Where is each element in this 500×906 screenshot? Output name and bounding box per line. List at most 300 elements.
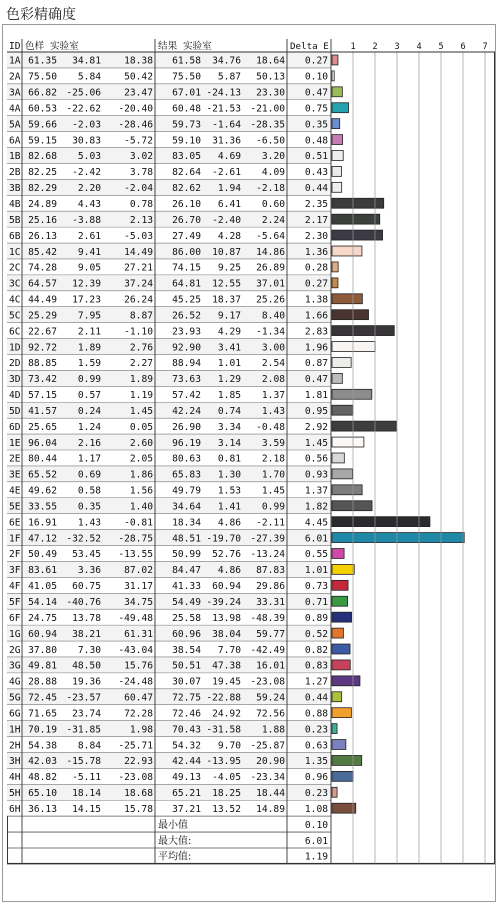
sample-value: 82.68 <box>28 151 57 163</box>
sample-value: 34.81 <box>72 55 101 67</box>
row-id: 5E <box>9 501 21 513</box>
result-value: 26.89 <box>256 262 285 274</box>
sample-value: 48.82 <box>28 772 57 784</box>
sample-value: 2.16 <box>77 437 101 449</box>
result-value: 3.34 <box>217 421 241 433</box>
sample-value: 2.11 <box>77 326 101 338</box>
sample-value: 7.95 <box>77 310 101 322</box>
row-id: 6E <box>9 517 21 529</box>
result-value: 61.58 <box>172 55 201 67</box>
sample-value: -2.04 <box>124 183 153 195</box>
sample-value: 0.58 <box>77 485 101 497</box>
result-value: -2.40 <box>212 214 241 226</box>
summary-value: 0.10 <box>304 819 328 831</box>
delta-value: 0.28 <box>304 262 328 274</box>
result-value: 92.90 <box>172 342 201 354</box>
sample-value: 3.78 <box>129 167 153 179</box>
delta-bar <box>332 151 343 161</box>
result-value: 72.75 <box>172 692 201 704</box>
header-background <box>7 39 495 52</box>
sample-value: 66.82 <box>28 87 57 99</box>
delta-bar <box>332 135 343 145</box>
row-id: 2C <box>9 262 21 274</box>
result-value: 2.54 <box>261 358 285 370</box>
result-value: -2.61 <box>212 167 241 179</box>
delta-bar <box>332 501 372 511</box>
delta-bar <box>332 278 338 288</box>
result-value: 1.29 <box>217 374 241 386</box>
result-value: 4.69 <box>217 151 241 163</box>
row-id: 5A <box>9 119 21 131</box>
result-value: 1.43 <box>261 405 285 417</box>
sample-value: 71.65 <box>28 708 57 720</box>
sample-value: 0.78 <box>129 199 153 210</box>
delta-value: 1.81 <box>304 390 328 402</box>
header-result: 结果 实验室 <box>158 41 212 52</box>
sample-value: 82.25 <box>28 167 57 179</box>
result-value: 1.41 <box>217 501 241 513</box>
result-value: -25.87 <box>250 740 285 752</box>
delta-value: 0.89 <box>304 612 328 624</box>
result-value: -1.64 <box>212 119 241 131</box>
result-value: 60.48 <box>172 103 201 115</box>
delta-bar <box>332 421 396 431</box>
sample-value: 28.88 <box>28 676 57 688</box>
result-value: 57.42 <box>172 390 201 402</box>
sample-value: 27.21 <box>124 262 153 274</box>
result-value: 1.88 <box>261 724 285 736</box>
delta-value: 0.55 <box>304 549 328 561</box>
row-id: 6D <box>9 421 21 433</box>
delta-value: 1.66 <box>304 310 328 322</box>
sample-value: 82.29 <box>28 183 57 195</box>
page-title: 色彩精确度 <box>6 7 76 23</box>
sample-value: -25.06 <box>66 87 101 99</box>
sample-value: 61.35 <box>28 55 57 67</box>
row-id: 1E <box>9 437 21 449</box>
result-value: 12.55 <box>212 278 241 290</box>
sample-value: 15.78 <box>124 803 153 815</box>
result-value: 59.24 <box>256 692 285 704</box>
sample-value: 8.84 <box>77 740 101 752</box>
result-value: 19.45 <box>212 676 241 688</box>
sample-value: 44.49 <box>28 294 57 306</box>
row-id: 4D <box>9 390 21 402</box>
delta-bar <box>332 437 364 447</box>
sample-value: 1.17 <box>77 453 101 465</box>
result-value: 4.86 <box>217 565 241 577</box>
result-value: 80.63 <box>172 453 201 465</box>
sample-value: 5.03 <box>77 151 101 163</box>
delta-value: 0.52 <box>304 628 328 640</box>
result-value: 50.51 <box>172 660 201 672</box>
delta-bar <box>332 517 430 527</box>
sample-value: 22.67 <box>28 326 57 338</box>
delta-bar <box>332 310 369 320</box>
sample-value: 87.02 <box>124 565 153 577</box>
delta-value: 0.63 <box>304 740 328 752</box>
sample-value: 12.39 <box>72 278 101 290</box>
result-value: 5.87 <box>217 71 241 83</box>
delta-bar <box>332 405 353 415</box>
row-id: 5B <box>9 214 21 226</box>
result-value: 48.51 <box>172 533 201 545</box>
sample-value: 7.30 <box>77 644 101 656</box>
sample-value: 26.13 <box>28 230 57 242</box>
result-value: 52.76 <box>212 549 241 561</box>
result-value: 4.09 <box>261 167 285 179</box>
result-value: 83.05 <box>172 151 201 163</box>
sample-value: 70.19 <box>28 724 57 736</box>
result-value: 50.99 <box>172 549 201 561</box>
result-value: 74.15 <box>172 262 201 274</box>
row-id: 5D <box>9 405 21 417</box>
sample-value: 34.75 <box>124 597 153 608</box>
row-id: 6B <box>9 230 21 242</box>
sample-value: 2.20 <box>77 183 101 195</box>
sample-value: 60.75 <box>72 581 101 593</box>
delta-bar <box>332 596 348 606</box>
result-value: -28.35 <box>250 119 285 131</box>
result-value: 2.24 <box>261 214 285 226</box>
delta-bar <box>332 628 343 638</box>
delta-value: 2.17 <box>304 214 328 226</box>
result-value: 38.04 <box>212 628 241 640</box>
sample-value: 37.24 <box>124 278 153 290</box>
sample-value: -5.11 <box>72 772 101 784</box>
result-value: 82.64 <box>172 167 201 179</box>
delta-value: 6.01 <box>304 533 328 545</box>
sample-value: 31.17 <box>124 581 153 593</box>
header-id: ID <box>9 41 21 52</box>
sample-value: -40.76 <box>66 597 101 608</box>
sample-value: 85.42 <box>28 246 57 258</box>
result-value: 1.45 <box>261 485 285 497</box>
sample-value: 14.15 <box>72 803 101 815</box>
result-value: 1.53 <box>217 485 241 497</box>
result-value: 3.00 <box>261 342 285 354</box>
result-value: 25.26 <box>256 294 285 306</box>
sample-value: 14.49 <box>124 246 153 258</box>
result-value: 6.41 <box>217 199 241 210</box>
sample-value: 60.94 <box>28 628 57 640</box>
delta-value: 0.27 <box>304 278 328 290</box>
sample-value: 2.60 <box>129 437 153 449</box>
sample-value: 2.13 <box>129 214 153 226</box>
result-value: 72.46 <box>172 708 201 720</box>
sample-value: 9.05 <box>77 262 101 274</box>
result-value: 88.94 <box>172 358 201 370</box>
sample-value: 4.43 <box>77 199 101 210</box>
delta-value: 1.45 <box>304 437 328 449</box>
result-value: 9.17 <box>217 310 241 322</box>
sample-value: 1.59 <box>77 358 101 370</box>
row-id: 2A <box>9 71 21 83</box>
row-id: 2D <box>9 358 21 370</box>
delta-value: 4.45 <box>304 517 328 529</box>
delta-value: 2.35 <box>304 199 328 210</box>
result-value: 73.63 <box>172 374 201 386</box>
sample-value: 1.19 <box>129 390 153 402</box>
result-value: 14.89 <box>256 803 285 815</box>
sample-value: 42.03 <box>28 756 57 768</box>
sample-value: 1.45 <box>129 405 153 417</box>
sample-value: 24.75 <box>28 612 57 624</box>
result-value: -31.58 <box>206 724 241 736</box>
axis-tick-label: 7 <box>482 42 488 52</box>
sample-value: 36.13 <box>28 803 57 815</box>
delta-value: 1.37 <box>304 485 328 497</box>
delta-bar <box>332 469 352 479</box>
row-id: 3B <box>9 183 21 195</box>
sample-value: 2.27 <box>129 358 153 370</box>
result-value: 25.58 <box>172 612 201 624</box>
result-value: 13.52 <box>212 803 241 815</box>
result-value: 59.10 <box>172 135 201 147</box>
result-value: 3.14 <box>217 437 241 449</box>
axis-tick-label: 6 <box>460 42 466 52</box>
sample-value: -13.55 <box>118 549 153 561</box>
delta-value: 0.47 <box>304 374 328 386</box>
result-value: 42.24 <box>172 405 201 417</box>
result-value: 4.29 <box>217 326 241 338</box>
color-accuracy-chart <box>7 39 495 897</box>
axis-tick-label: 2 <box>372 42 378 52</box>
sample-value: 1.89 <box>77 342 101 354</box>
axis-tick-label: 3 <box>394 42 400 52</box>
result-value: 1.01 <box>217 358 241 370</box>
row-id: 5H <box>9 788 21 800</box>
row-id: 4A <box>9 103 21 115</box>
result-value: 70.43 <box>172 724 201 736</box>
sample-value: 41.05 <box>28 581 57 593</box>
sample-value: -5.72 <box>124 135 153 147</box>
sample-value: -3.88 <box>72 214 101 226</box>
sample-value: 33.55 <box>28 501 57 513</box>
delta-value: 1.36 <box>304 246 328 258</box>
delta-value: 0.47 <box>304 87 328 99</box>
sample-value: 1.43 <box>77 517 101 529</box>
result-value: 96.19 <box>172 437 201 449</box>
result-value: 4.86 <box>217 517 241 529</box>
delta-bar <box>332 389 372 399</box>
result-value: 50.13 <box>256 71 285 83</box>
sample-value: 18.38 <box>124 55 153 67</box>
result-value: -5.64 <box>256 230 285 242</box>
delta-value: 1.01 <box>304 565 328 577</box>
delta-bar <box>332 740 346 750</box>
sample-value: -49.48 <box>118 612 153 624</box>
result-value: 59.77 <box>256 628 285 640</box>
result-value: 75.50 <box>172 71 201 83</box>
delta-bar <box>332 533 464 543</box>
delta-bar <box>332 246 362 256</box>
delta-bar <box>332 262 338 272</box>
delta-bar <box>332 342 375 352</box>
result-value: -4.05 <box>212 772 241 784</box>
sample-value: 1.40 <box>129 501 153 513</box>
result-value: 7.70 <box>217 644 241 656</box>
sample-value: 17.23 <box>72 294 101 306</box>
result-value: -48.39 <box>250 612 285 624</box>
delta-value: 0.27 <box>304 55 328 67</box>
result-value: 0.99 <box>261 501 285 513</box>
result-value: 31.36 <box>212 135 241 147</box>
sample-value: 72.45 <box>28 692 57 704</box>
sample-value: 41.57 <box>28 405 57 417</box>
result-value: -22.88 <box>206 692 241 704</box>
result-value: 42.44 <box>172 756 201 768</box>
row-id: 3A <box>9 87 21 99</box>
sample-value: 50.49 <box>28 549 57 561</box>
result-value: 49.79 <box>172 485 201 497</box>
row-id: 2G <box>9 644 21 656</box>
sample-value: 54.14 <box>28 597 57 608</box>
sample-value: 18.14 <box>72 788 101 800</box>
result-value: 54.49 <box>172 597 201 608</box>
sample-value: 15.76 <box>124 660 153 672</box>
delta-value: 1.08 <box>304 803 328 815</box>
delta-bar <box>332 357 351 367</box>
sample-value: 25.65 <box>28 421 57 433</box>
delta-bar <box>332 787 337 797</box>
delta-value: 0.43 <box>304 167 328 179</box>
sample-value: -28.46 <box>118 119 153 131</box>
result-value: 47.38 <box>212 660 241 672</box>
result-value: 18.64 <box>256 55 285 67</box>
delta-value: 2.83 <box>304 326 328 338</box>
sample-value: 83.61 <box>28 565 57 577</box>
sample-value: 23.74 <box>72 708 101 720</box>
result-value: 26.10 <box>172 199 201 210</box>
delta-value: 0.48 <box>304 135 328 147</box>
sample-value: -2.42 <box>72 167 101 179</box>
result-value: 26.90 <box>172 421 201 433</box>
result-value: 18.25 <box>212 788 241 800</box>
delta-bar <box>332 771 353 781</box>
sample-value: 3.36 <box>77 565 101 577</box>
sample-value: 1.56 <box>129 485 153 497</box>
result-value: 16.01 <box>256 660 285 672</box>
result-value: 10.87 <box>212 246 241 258</box>
result-value: -42.49 <box>250 644 285 656</box>
row-id: 4H <box>9 772 21 784</box>
result-value: 27.49 <box>172 230 201 242</box>
result-value: 34.76 <box>212 55 241 67</box>
delta-value: 1.82 <box>304 501 328 513</box>
delta-bar <box>332 692 342 702</box>
result-value: 13.98 <box>212 612 241 624</box>
delta-bar <box>332 580 348 590</box>
result-value: 59.73 <box>172 119 201 131</box>
row-id: 5F <box>9 597 21 608</box>
result-value: 34.64 <box>172 501 201 513</box>
row-id: 1G <box>9 628 21 640</box>
row-id: 4B <box>9 199 21 210</box>
result-value: 2.18 <box>261 453 285 465</box>
delta-bar <box>332 724 337 734</box>
delta-value: 2.92 <box>304 421 328 433</box>
result-value: -19.70 <box>206 533 241 545</box>
result-value: 1.70 <box>261 469 285 481</box>
sample-value: 0.57 <box>77 390 101 402</box>
row-id: 1B <box>9 151 21 163</box>
result-value: 3.59 <box>261 437 285 449</box>
delta-value: 1.35 <box>304 756 328 768</box>
sample-value: 57.15 <box>28 390 57 402</box>
result-value: 37.21 <box>172 803 201 815</box>
result-value: 60.94 <box>212 581 241 593</box>
delta-bar <box>332 326 394 336</box>
result-value: 38.54 <box>172 644 201 656</box>
result-value: 86.00 <box>172 246 201 258</box>
summary-label: 平均值: <box>158 851 192 863</box>
sample-value: 8.87 <box>129 310 153 322</box>
result-value: -24.13 <box>206 87 241 99</box>
result-value: 1.37 <box>261 390 285 402</box>
row-id: 4F <box>9 581 21 593</box>
delta-bar <box>332 549 344 559</box>
sample-value: 47.12 <box>28 533 57 545</box>
row-id: 1H <box>9 724 21 736</box>
sample-value: 2.61 <box>77 230 101 242</box>
result-value: 72.56 <box>256 708 285 720</box>
row-id: 5C <box>9 310 21 322</box>
result-value: 18.34 <box>172 517 201 529</box>
row-id: 1C <box>9 246 21 258</box>
delta-value: 0.23 <box>304 724 328 736</box>
sample-value: 2.05 <box>129 453 153 465</box>
delta-value: 1.38 <box>304 294 328 306</box>
result-value: 54.32 <box>172 740 201 752</box>
delta-bar <box>332 119 340 129</box>
sample-value: 72.28 <box>124 708 153 720</box>
sample-value: -32.52 <box>66 533 101 545</box>
sample-value: 88.85 <box>28 358 57 370</box>
delta-value: 1.96 <box>304 342 328 354</box>
sample-value: 2.76 <box>129 342 153 354</box>
row-id: 6A <box>9 135 21 147</box>
result-value: 24.92 <box>212 708 241 720</box>
delta-value: 0.96 <box>304 772 328 784</box>
sample-value: 1.24 <box>77 421 101 433</box>
sample-value: 49.81 <box>28 660 57 672</box>
sample-value: 0.24 <box>77 405 101 417</box>
sample-value: 48.50 <box>72 660 101 672</box>
result-value: 60.96 <box>172 628 201 640</box>
sample-value: 53.45 <box>72 549 101 561</box>
delta-value: 0.44 <box>304 692 328 704</box>
delta-value: 0.71 <box>304 597 328 608</box>
summary-value: 1.19 <box>304 851 328 863</box>
result-value: -1.34 <box>256 326 285 338</box>
sample-value: 73.42 <box>28 374 57 386</box>
result-value: 9.25 <box>217 262 241 274</box>
sample-value: 16.91 <box>28 517 57 529</box>
result-value: -2.11 <box>256 517 285 529</box>
result-value: 4.28 <box>217 230 241 242</box>
result-value: 1.30 <box>217 469 241 481</box>
sample-value: 18.68 <box>124 788 153 800</box>
sample-value: 3.02 <box>129 151 153 163</box>
result-value: 26.70 <box>172 214 201 226</box>
sample-value: 80.44 <box>28 453 57 465</box>
delta-bar <box>332 564 354 574</box>
row-id: 4E <box>9 485 21 497</box>
sample-value: 25.16 <box>28 214 57 226</box>
result-value: 84.47 <box>172 565 201 577</box>
row-id: 6C <box>9 326 21 338</box>
